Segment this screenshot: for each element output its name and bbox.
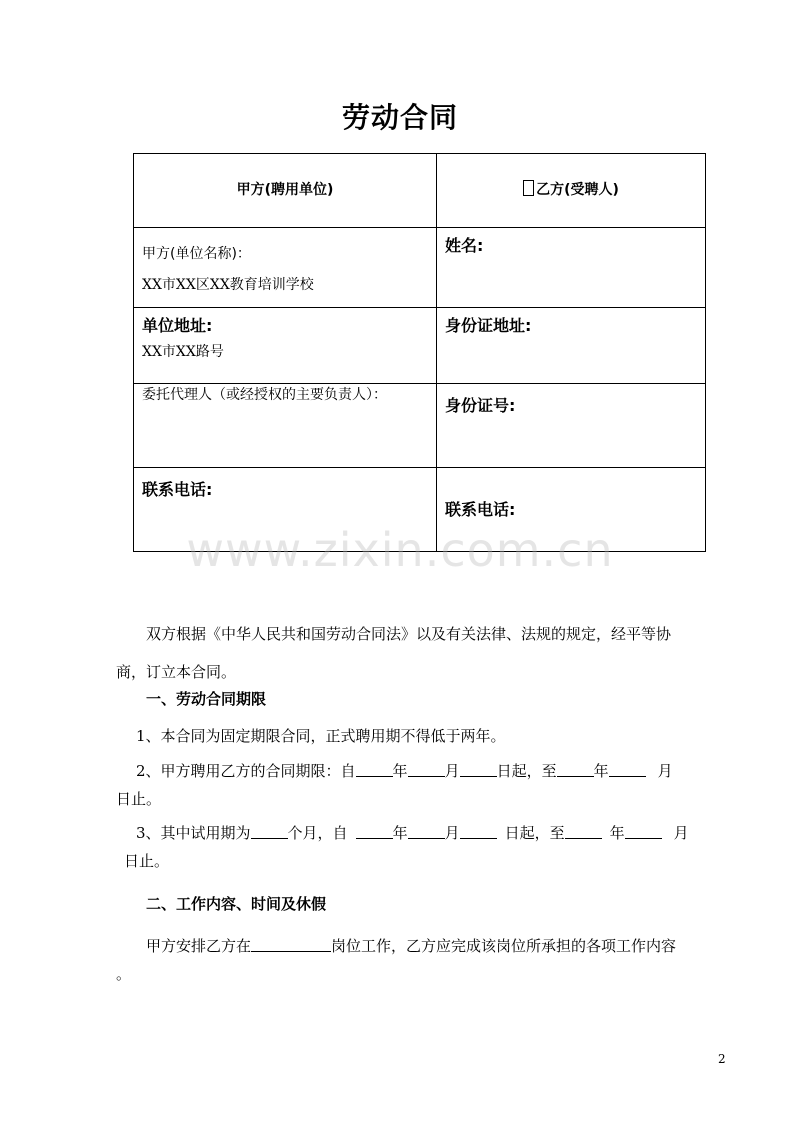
unit-address-value: XX市XX路号 xyxy=(142,344,224,360)
missing-glyph-icon xyxy=(523,180,534,196)
party-b-phone-label: 联系电话: xyxy=(445,500,516,519)
start-year-blank[interactable] xyxy=(356,762,393,777)
end-year-blank[interactable] xyxy=(557,762,594,777)
start-day-blank[interactable] xyxy=(460,762,497,777)
party-a-phone-cell xyxy=(134,468,437,552)
id-address-cell xyxy=(437,308,706,384)
section-1-item-1: 1、本合同为固定期限合同，正式聘用期不得低于两年。 xyxy=(136,727,506,745)
unit-name-cell xyxy=(134,228,437,308)
section-2-heading: 二、工作内容、时间及休假 xyxy=(146,895,327,913)
unit-address-label: 单位地址: xyxy=(142,316,213,335)
unit-name-label: 甲方(单位名称)： xyxy=(142,246,251,262)
page-number: 2 xyxy=(718,1052,726,1066)
intro-line-1: 双方根据《中华人民共和国劳动合同法》以及有关法律、法规的规定，经平等协 xyxy=(146,625,672,643)
intro-line-2: 商，订立本合同。 xyxy=(116,663,237,681)
section-1-item-2: 2、甲方聘用乙方的合同期限：自 年 月 日起，至 年 月 xyxy=(136,762,673,780)
agent-label: 委托代理人（或经授权的主要负责人）： xyxy=(142,387,387,403)
id-number-label: 身份证号: xyxy=(445,396,516,415)
probation-end-month-blank[interactable] xyxy=(625,824,662,839)
party-a-phone-label: 联系电话: xyxy=(142,480,213,499)
id-number-cell xyxy=(437,384,706,468)
section-2-line-2: 。 xyxy=(116,965,132,983)
section-1-item-3: 3、其中试用期为 个月，自 年 月 日起，至 年 月 xyxy=(136,824,689,842)
probation-months-blank[interactable] xyxy=(251,824,288,839)
section-2-line-1: 甲方安排乙方在 岗位工作，乙方应完成该岗位所承担的各项工作内容 xyxy=(146,937,677,955)
party-b-phone-cell xyxy=(437,468,706,552)
end-month-blank[interactable] xyxy=(609,762,646,777)
section-1-heading: 一、劳动合同期限 xyxy=(146,690,267,708)
unit-address-cell xyxy=(134,308,437,384)
section-1-item-2-end: 日止。 xyxy=(116,790,162,808)
start-month-blank[interactable] xyxy=(408,762,445,777)
name-label: 姓名: xyxy=(445,236,484,255)
id-address-label: 身份证地址: xyxy=(445,316,532,335)
document-title: 劳动合同 xyxy=(341,101,458,134)
probation-start-month-blank[interactable] xyxy=(408,824,445,839)
unit-name-value: XX市XX区XX教育培训学校 xyxy=(142,277,314,293)
watermark: www.zixin.com.cn xyxy=(186,523,614,577)
probation-start-day-blank[interactable] xyxy=(460,824,497,839)
probation-start-year-blank[interactable] xyxy=(356,824,393,839)
probation-end-year-blank[interactable] xyxy=(565,824,602,839)
position-blank[interactable] xyxy=(251,937,331,952)
party-a-header: 甲方(聘用单位) xyxy=(134,154,437,228)
section-1-item-3-end: 日止。 xyxy=(124,852,170,870)
party-b-header: 乙方(受聘人) xyxy=(437,154,706,228)
name-cell xyxy=(437,228,706,308)
parties-table xyxy=(133,153,706,552)
agent-cell xyxy=(134,384,437,468)
